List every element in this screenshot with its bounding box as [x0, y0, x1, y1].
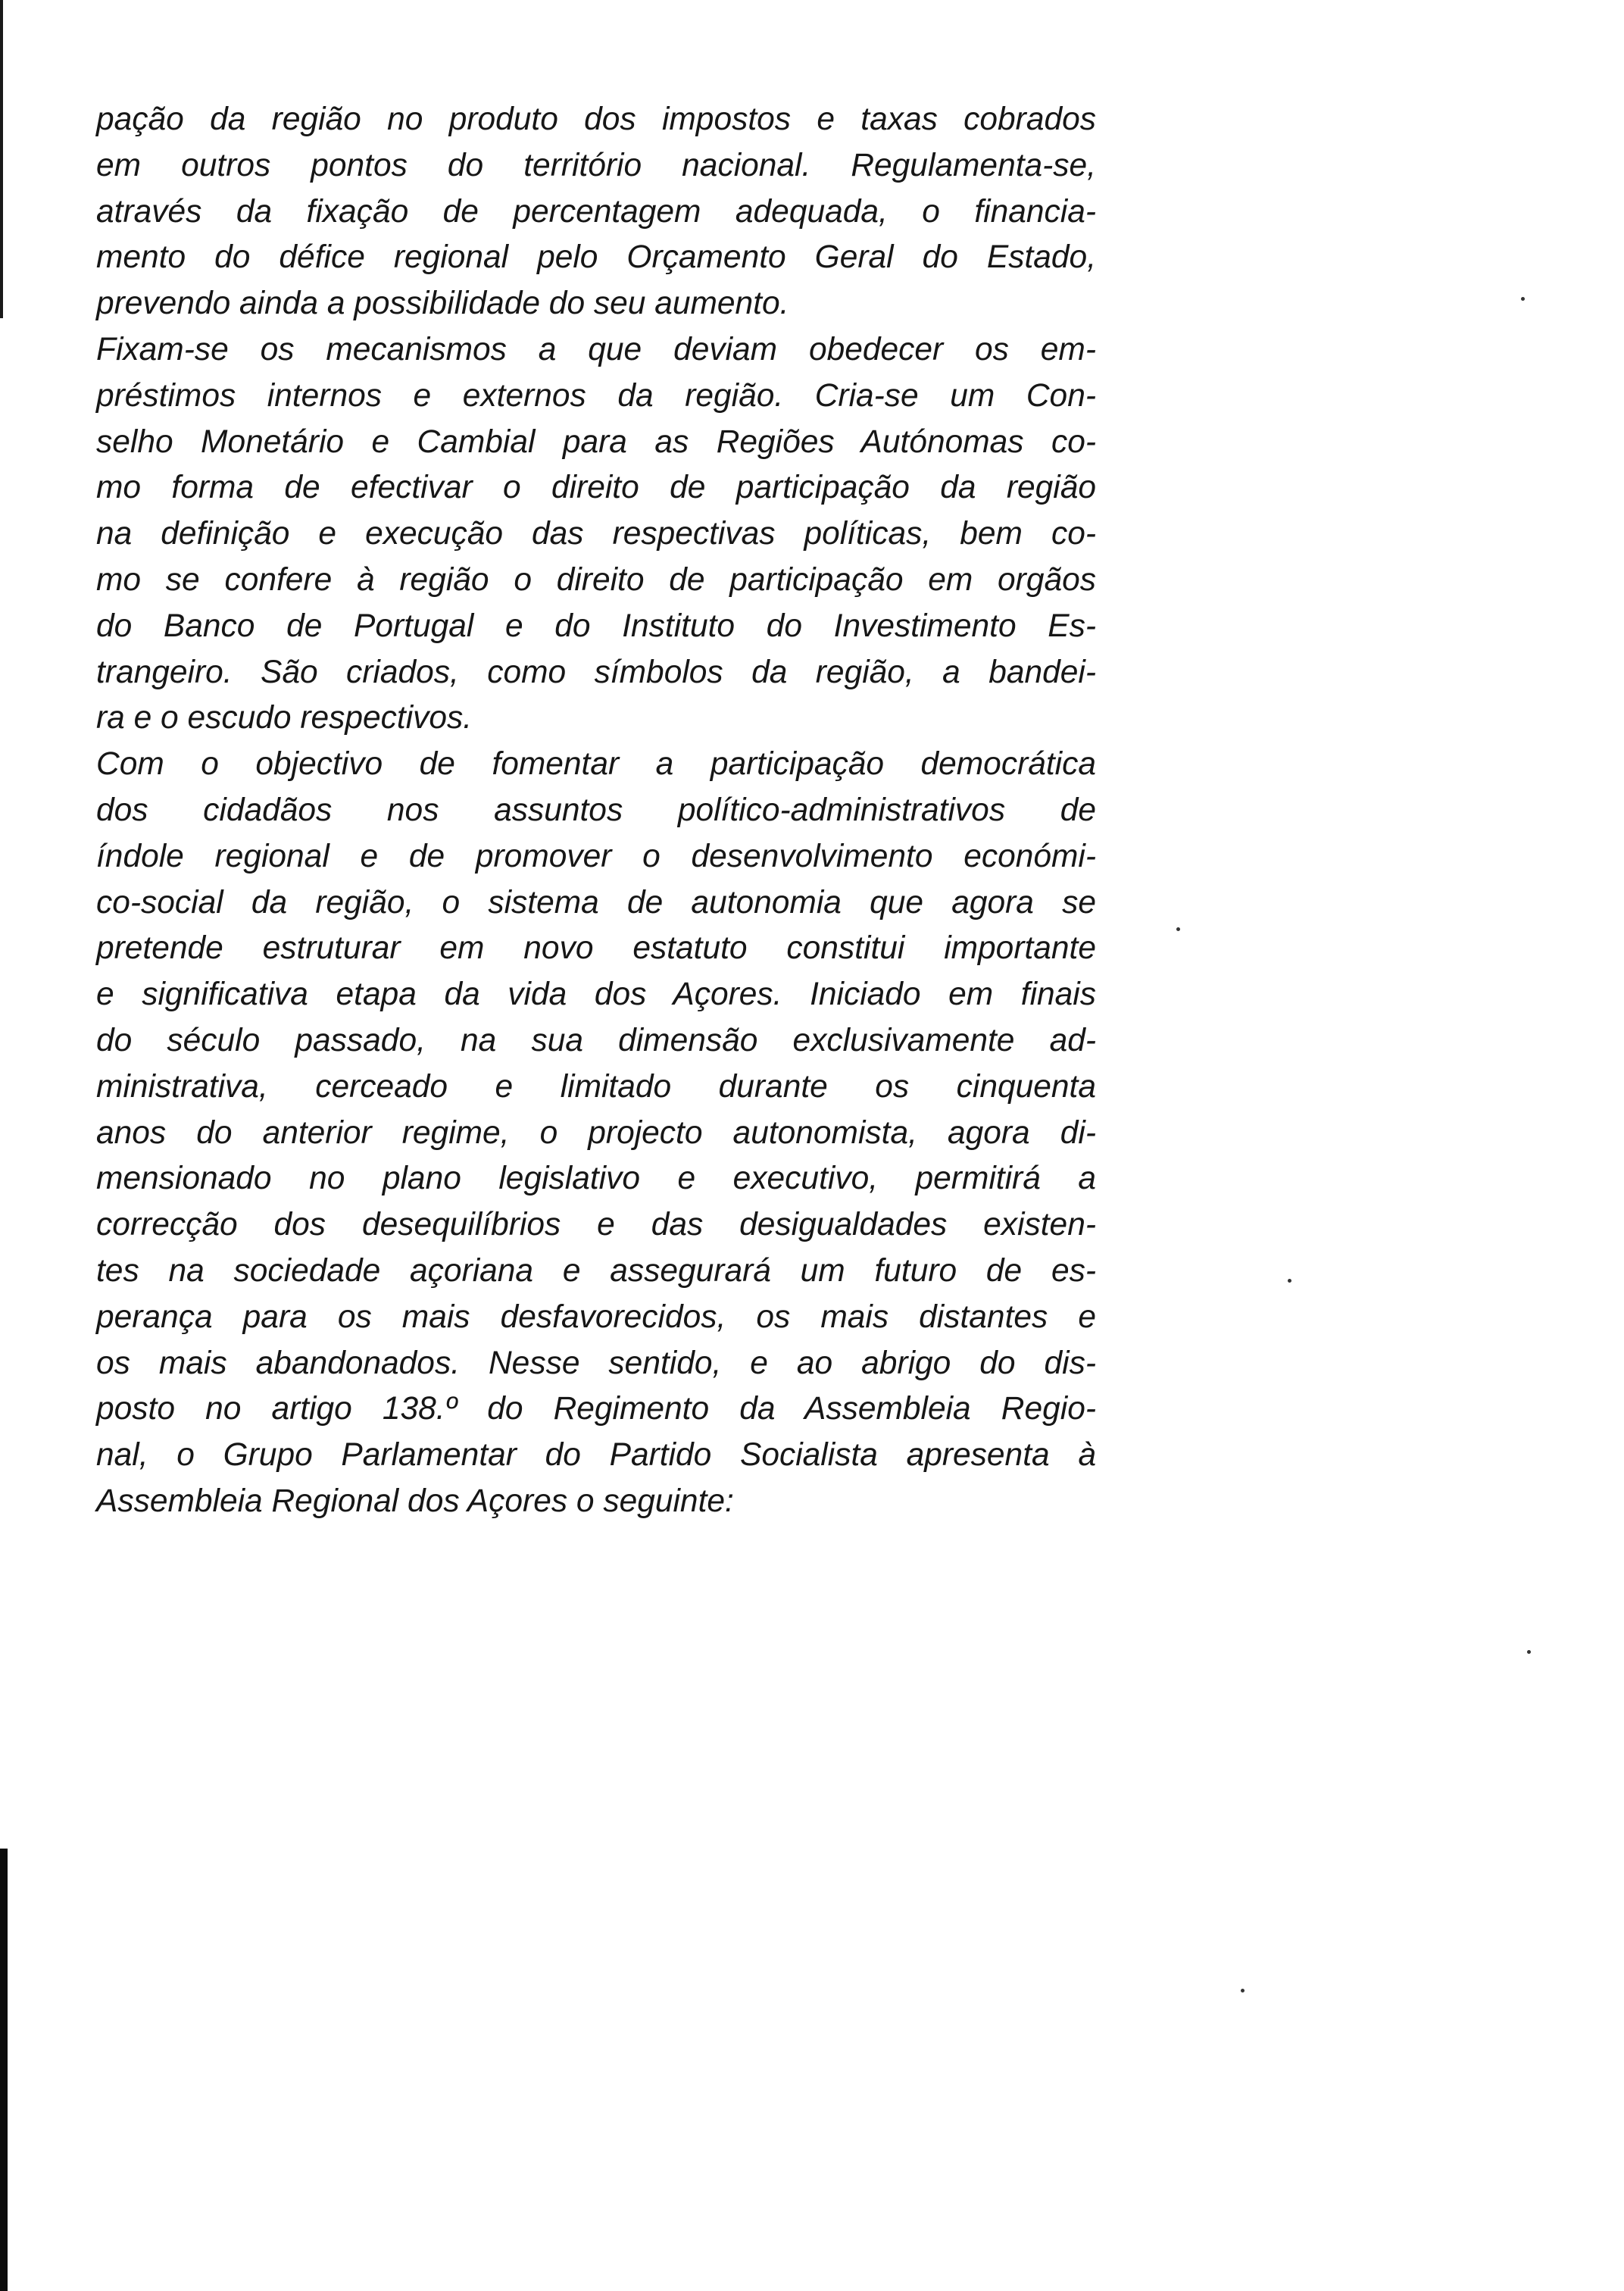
text-line: Fixam-se os mecanismos a que deviam obedecer os em-: [96, 331, 1096, 367]
scan-speck: [1527, 1650, 1531, 1654]
text-line: selho Monetário e Cambial para as Regiões Autónomas co-: [96, 424, 1096, 460]
text-line: do século passado, na sua dimensão exclusivamente ad-: [96, 1022, 1096, 1058]
text-line: através da fixação de percentagem adequada, o financia-: [96, 193, 1096, 230]
text-line: trangeiro. São criados, como símbolos da região, a bandei-: [96, 654, 1096, 690]
text-line: na definição e execução das respectivas políticas, bem co-: [96, 516, 1096, 552]
text-line: mensionado no plano legislativo e executivo, permitirá a: [96, 1161, 1096, 1197]
scan-edge-shadow-top: [0, 0, 3, 318]
text-line: e significativa etapa da vida dos Açores. Iniciado em finais: [96, 977, 1096, 1013]
text-line: préstimos internos e externos da região. Cria-se um Con-: [96, 377, 1096, 414]
text-line: ra e o escudo respectivos.: [96, 700, 473, 736]
scan-speck: [1241, 1989, 1245, 1993]
text-line: mo forma de efectivar o direito de participação da região: [96, 470, 1096, 506]
text-line: índole regional e de promover o desenvolvimento económi-: [96, 838, 1096, 874]
body-text: [96, 97, 1096, 1525]
text-line: em outros pontos do território nacional. Regulamenta-se,: [96, 147, 1096, 183]
text-line: posto no artigo 138.º do Regimento da Assembleia Regio-: [96, 1391, 1096, 1427]
text-line: mo se confere à região o direito de participação em orgãos: [96, 561, 1096, 598]
text-line: do Banco de Portugal e do Instituto do Investimento Es-: [96, 608, 1096, 644]
text-line: nal, o Grupo Parlamentar do Partido Socialista apresenta à: [96, 1437, 1096, 1474]
text-line: pretende estruturar em novo estatuto constitui importante: [96, 930, 1096, 967]
text-line: anos do anterior regime, o projecto autonomista, agora di-: [96, 1114, 1096, 1151]
scan-speck: [1176, 927, 1180, 931]
text-line: mento do défice regional pelo Orçamento Geral do Estado,: [96, 239, 1096, 276]
text-line: pação da região no produto dos impostos e taxas cobrados: [96, 102, 1096, 137]
text-line: Assembleia Regional dos Açores o seguinte:: [96, 1483, 734, 1519]
scan-speck: [1521, 297, 1525, 301]
text-line: tes na sociedade açoriana e assegurará um futuro de es-: [96, 1252, 1096, 1289]
text-line: dos cidadãos nos assuntos político-administrativos de: [96, 792, 1096, 828]
text-line: perança para os mais desfavorecidos, os mais distantes e: [96, 1299, 1096, 1335]
text-line: Com o objectivo de fomentar a participação democrática: [96, 746, 1096, 783]
text-line: ministrativa, cerceado e limitado durante os cinquenta: [96, 1068, 1096, 1105]
text-line: os mais abandonados. Nesse sentido, e ao abrigo do dis-: [96, 1345, 1096, 1381]
scan-edge-shadow-bottom: [0, 1849, 8, 2291]
text-line: co-social da região, o sistema de autonomia que agora se: [96, 884, 1096, 920]
text-line: correcção dos desequilíbrios e das desigualdades existen-: [96, 1207, 1096, 1243]
text-line: prevendo ainda a possibilidade do seu aumento.: [96, 286, 789, 322]
scan-speck: [1288, 1279, 1291, 1283]
